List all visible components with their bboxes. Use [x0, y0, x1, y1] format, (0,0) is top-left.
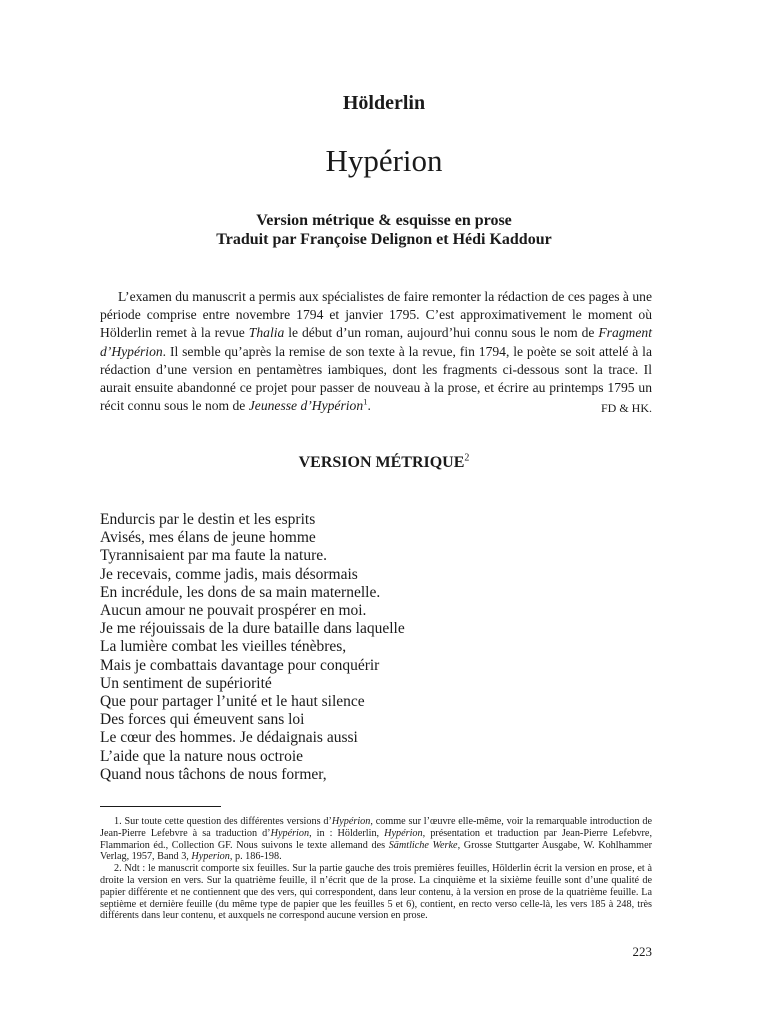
section-heading [0, 454, 768, 472]
poem-line: La lumière combat les vieilles ténèbres, [100, 638, 347, 656]
footnote-ref-1[interactable]: 1 [363, 396, 368, 407]
poem-line: En incrédule, les dons de sa main maternelle. [100, 583, 381, 601]
intro-thalia: Thalia [248, 325, 285, 341]
subtitle-version: Version métrique & esquisse en prose [256, 212, 512, 229]
footnote-ref-2[interactable]: 2 [464, 452, 470, 464]
poem-line: Le cœur des hommes. Je dédaignais aussi [100, 729, 358, 747]
intro-text-3: . Il semble qu’après la remise de son texte à la revue, fin 1794, le poète se soit attelé à la rédaction d’une version en pentamètres iambiques, dont les fragments ci-dessous sont la trace. Il aurait ensuite abandonné ce projet pour passer de nouveau à la prose, et écrire au printemps 1795 un récit connu sous le nom de [100, 343, 652, 414]
poem-line: Tyrannisaient par ma faute la nature. [100, 547, 328, 565]
subtitle-block [0, 211, 768, 249]
footnote-1-text: , comme sur l’œuvre elle-même, voir la remarquable introduction de Jean-Pierre Lefebvre à sa traduction d’ [100, 816, 652, 839]
footnote-1 [100, 816, 652, 863]
poem-line: Quand nous tâchons de nous former, [100, 765, 327, 783]
poem-line: Un sentiment de supériorité [100, 674, 272, 692]
author-name: Hölderlin [342, 92, 426, 114]
footnote-1-italic: Hypérion [331, 816, 371, 827]
poem-line: Que pour partager l’unité et le haut silence [100, 693, 365, 711]
footnote-1-text: Grosse Stuttgarter Ausgabe, W. Kohlhammer Verlag, 1957, Band 3, [100, 839, 652, 863]
footnote-divider [100, 806, 221, 807]
poem [100, 511, 660, 784]
footnote-1-italic: Sämtliche Werke, [388, 839, 461, 851]
poem-line: Avisés, mes élans de jeune homme [100, 529, 316, 547]
work-title: Hypérion [325, 143, 443, 178]
footnote-1-text: , p. 186-198. [229, 851, 282, 863]
intro-text-4: . [367, 398, 371, 414]
translator-signature: FD & HK. [600, 401, 652, 415]
footnote-1-text: présentation et traduction par Jean-Pierre Lefebvre, Flammarion éd., Collection GF. Nous suivons le texte allemand des [100, 827, 652, 851]
poem-line: Endurcis par le destin et les esprits [100, 511, 316, 528]
subtitle-translators: Traduit par Françoise Delignon et Hédi Kaddour [216, 231, 552, 248]
footnotes [100, 816, 652, 922]
poem-line: Je recevais, comme jadis, mais désormais [100, 565, 358, 583]
footnote-1-italic: Hyperion [191, 851, 230, 863]
footnote-2: 2. Ndt : le manuscrit comporte six feuilles. Sur la partie gauche des trois premières feuilles, Hölderlin écrit la version en prose, et à droite la version en vers. Sur la quatrième feuille, il n’écrit que de la prose. La cinquième et la sixième feuille sont d’une qualité de papier différente et ne contiennent que des vers, qui correspondent, dans leur contenu, à la version en prose de la quatrième feuille. La septième et dernière feuille (du même type de papier que les feuilles 5 et 6), contient, en recto verso celle-là, les vers 185 à 248, très différents dans leur contenu, et auxquels ne correspond aucune version en prose. [100, 863, 652, 922]
poem-line: Des forces qui émeuvent sans loi [100, 711, 305, 729]
poem-line: Je me réjouissais de la dure bataille dans laquelle [100, 620, 405, 638]
poem-line: Aucun amour ne pouvait prospérer en moi. [100, 602, 367, 620]
footnote-1-text: , in : Hölderlin, [309, 827, 385, 839]
section-heading-text: VERSION MÉTRIQUE [298, 454, 465, 471]
footnote-1-text: 1. Sur toute cette question des différentes versions d’ [114, 816, 332, 827]
poem-line: L’aide que la nature nous octroie [100, 747, 304, 765]
intro-text-1: L’examen du manuscrit a permis aux spécialistes de faire remonter la rédaction de ces pages à une période comprise entre novembre 1794 et janvier 1795. C’est approximativement le moment où Hölderlin remet à la revue [100, 289, 652, 341]
footnote-1-italic: Hypérion [270, 827, 310, 839]
page-number: 223 [632, 944, 652, 959]
intro-jeunesse-title: Jeunesse d’Hypérion [248, 398, 364, 414]
footnote-1-italic: Hypérion, [384, 827, 426, 839]
intro-text-2: le début d’un roman, aujourd’hui connu sous le nom de [284, 325, 599, 341]
intro-fragment-title: Fragment d’Hypérion [100, 325, 652, 359]
intro-paragraph [100, 288, 652, 415]
poem-line: Mais je combattais davantage pour conquérir [100, 656, 380, 674]
